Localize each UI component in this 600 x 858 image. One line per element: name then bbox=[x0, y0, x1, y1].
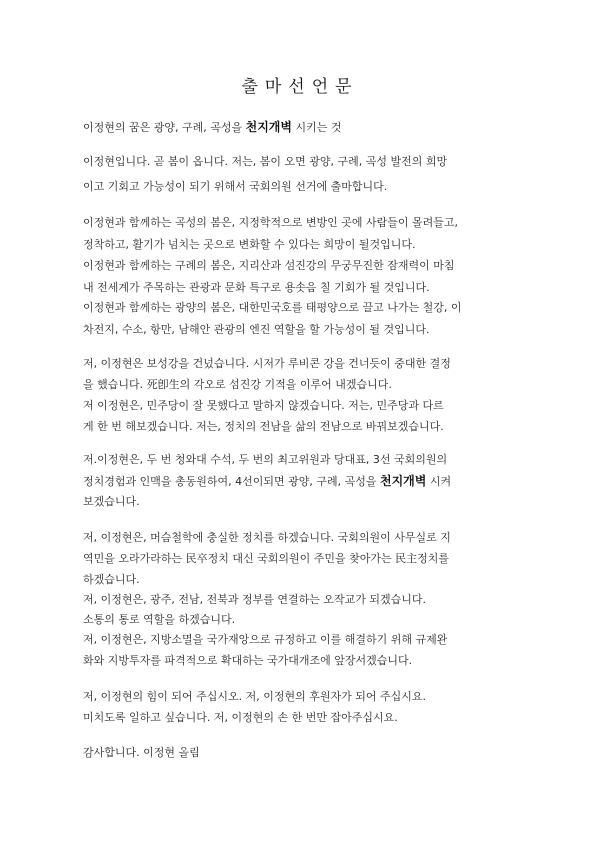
document-title: 출마선언문 bbox=[241, 77, 359, 97]
body-line: 이정현입니다. 곧 봄이 옵니다. 저는, 봄이 오면 광양, 구례, 곡성 발전의 희망 bbox=[83, 155, 448, 168]
body-line: 화와 지방투자를 파격적으로 확대하는 국가대개조에 앞장서겠습니다. bbox=[83, 654, 413, 667]
body-line: 을 했습니다. 死卽生의 각오로 섬진강 기적을 이루어 내겠습니다. bbox=[83, 378, 392, 391]
body-line: 이정현과 함께하는 곡성의 봄은, 지정학적으로 변방인 곳에 사람들이 몰려들고, bbox=[83, 216, 458, 229]
body-line: 정착하고, 활기가 넘치는 곳으로 변화할 수 있다는 희망이 될것입니다. bbox=[83, 238, 416, 251]
subtitle-line bbox=[83, 119, 523, 136]
body-line: 저 이정현은, 민주당이 잘 못했다고 말하지 않겠습니다. 저는, 민주당과 다르 bbox=[83, 399, 444, 412]
body-line: 역민을 오라가라하는 民卒정치 대신 국회의원이 주민을 찾아가는 民主정치를 bbox=[83, 552, 450, 565]
body-line: 이정현과 함께하는 구례의 봄은, 지리산과 섬진강의 무궁무진한 잠재력이 마침 bbox=[83, 259, 455, 272]
body-line: 저, 이정현은, 지방소멸을 국가재앙으로 규정하고 이를 해결하기 위해 규제완 bbox=[83, 633, 448, 646]
closing-line: 감사합니다. 이정현 올림 bbox=[83, 746, 200, 759]
body-line: 보겠습니다. bbox=[83, 495, 140, 508]
body-line: 내 전세계가 주목하는 관광과 문화 특구로 용솟음 칠 기회가 될 것입니다. bbox=[83, 281, 430, 294]
body-text-end: 시켜 bbox=[426, 475, 452, 488]
body-line: 소통의 통로 역할을 하겠습니다. bbox=[83, 613, 236, 626]
body-highlight: 천지개벽 bbox=[380, 474, 427, 488]
body-text-start: 정치경험과 인맥을 총동원하여, 4선이되면 광양, 구례, 곡성을 bbox=[83, 475, 380, 488]
body-line: 하겠습니다. bbox=[83, 573, 140, 586]
subtitle-text-end: 시키는 것 bbox=[292, 121, 342, 134]
body-line: 저, 이정현은, 광주, 전남, 전북과 정부를 연결하는 오작교가 되겠습니다. bbox=[83, 593, 426, 606]
body-line: 게 한 번 해보겠습니다. 저는, 정치의 전남을 삶의 전남으로 바꿔보겠습니다. bbox=[83, 420, 444, 433]
body-line: 이고 기회고 가능성이 되기 위해서 국회의원 선거에 출마합니다. bbox=[83, 180, 388, 193]
body-line: 저, 이정현은, 머슴철학에 충실한 정치를 하겠습니다. 국회의원이 사무실로 지 bbox=[83, 531, 451, 544]
subtitle-text-start: 이정현의 꿈은 광양, 구례, 곡성을 bbox=[83, 121, 246, 134]
body-line: 이정현과 함께하는 광양의 봄은, 대한민국호를 태평양으로 끌고 나가는 철강, 이 bbox=[83, 301, 462, 314]
body-line-highlight bbox=[83, 473, 523, 490]
body-line: 저, 이정현은 보성강을 건넜습니다. 시저가 루비콘 강을 건너듯이 중대한 결정 bbox=[83, 357, 451, 370]
body-line: 차전지, 수소, 항만, 남해안 관광의 엔진 역할을 할 가능성이 될 것입니다. bbox=[83, 323, 430, 336]
body-line: 미치도록 일하고 싶습니다. 저, 이정현의 손 한 번만 잡아주십시요. bbox=[83, 711, 398, 724]
body-line: 저, 이정현의 힘이 되어 주십시오. 저, 이정현의 후원자가 되어 주십시요. bbox=[83, 690, 426, 703]
subtitle-highlight: 천지개벽 bbox=[245, 120, 292, 134]
body-line: 저.이정현은, 두 번 청와대 수석, 두 번의 최고위원과 당대표, 3선 국회의원의 bbox=[83, 453, 448, 466]
